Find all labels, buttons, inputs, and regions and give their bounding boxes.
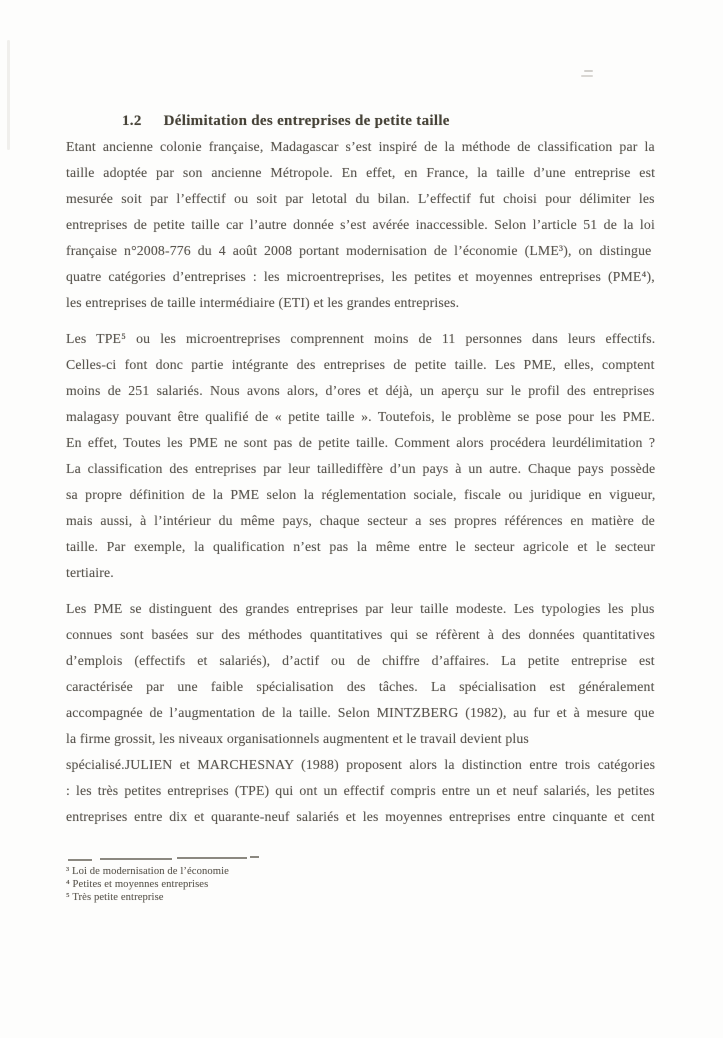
text-line-content: spécialisé.JULIEN et MARCHESNAY (1988) proposent alors la distinction entre trois catégories [66, 757, 656, 772]
paragraph [66, 134, 655, 316]
text-line [66, 804, 655, 830]
text-line-content: : les très petites entreprises (TPE) qui ont un effectif compris entre un et neuf salariés, les petites [66, 783, 655, 798]
text-line [66, 186, 655, 212]
text-line-content: moins de 251 salariés. Nous avons alors, d’ores et déjà, un aperçu sur le profil des entreprises [66, 383, 655, 398]
text-line [66, 352, 655, 378]
text-line [66, 378, 655, 404]
section-title: Délimitation des entreprises de petite taille [163, 113, 450, 129]
text-line-content: la firme grossit, les niveaux organisationnels augmentent et le travail devient plus [66, 731, 529, 746]
scan-smudge-artifact [581, 70, 595, 80]
text-line [66, 778, 655, 804]
text-line [66, 508, 655, 534]
text-line-content: taille adoptée par son ancienne Métropole. En effet, en France, la taille d’une entreprise est [66, 165, 656, 180]
text-line [66, 596, 655, 622]
body-text [66, 134, 655, 830]
footnote-line [66, 891, 486, 904]
text-line-content: ⁴ Petites et moyennes entreprises [66, 879, 209, 890]
text-line-content: Etant ancienne colonie française, Madagascar s’est inspiré de la méthode de classification par la [66, 139, 655, 154]
text-line-content: sa propre définition de la PME selon la réglementation sociale, fiscale ou juridique en vigueur, [66, 487, 656, 502]
text-line-content: quatre catégories d’entreprises : les microentreprises, les petites et moyennes entreprises (PME⁴), [66, 269, 655, 284]
text-line [66, 482, 655, 508]
text-line [66, 160, 655, 186]
text-line-content: En effet, Toutes les PME ne sont pas de petite taille. Comment alors procédera leurdélimitation ? [66, 435, 656, 450]
text-line-content: entreprises de petite taille car l’autre donnée s’est avérée inaccessible. Selon l’article 51 de la loi [66, 217, 655, 232]
footnotes [66, 849, 486, 904]
text-line [66, 674, 655, 700]
text-line [66, 264, 655, 290]
text-line [66, 326, 655, 352]
text-line-content: Celles-ci font donc partie intégrante des entreprises de petite taille. Les PME, elles, comptent [66, 357, 655, 372]
text-line [66, 212, 655, 238]
text-line-content: accompagnée de l’augmentation de la taille. Selon MINTZBERG (1982), au fur et à mesure que [66, 705, 655, 720]
section-number: 1.2 [122, 113, 142, 129]
text-line-content: La classification des entreprises par leur taillediffère d’un pays à un autre. Chaque pays possède [66, 461, 656, 476]
text-line [66, 622, 655, 648]
text-line [66, 534, 655, 560]
text-line [66, 752, 655, 778]
paragraph [66, 596, 655, 830]
text-line [66, 726, 655, 752]
text-line-content: tertiaire. [66, 565, 114, 580]
text-line [66, 430, 655, 456]
text-line-content: ³ Loi de modernisation de l’économie [66, 866, 229, 877]
text-line [66, 648, 655, 674]
text-line-content: d’emplois (effectifs et salariés), d’actif ou de chiffre d’affaires. La petite entreprise est [66, 653, 655, 668]
text-line [66, 700, 655, 726]
text-line-content: Les TPE⁵ ou les microentreprises comprennent moins de 11 personnes dans leurs effectifs. [66, 331, 656, 346]
text-line [66, 560, 655, 586]
text-line [66, 456, 655, 482]
footnote-line [66, 878, 486, 891]
footnote-line [66, 865, 486, 878]
scan-streak-artifact [7, 40, 10, 150]
text-line [66, 290, 655, 316]
text-line-content: française n°2008-776 du 4 août 2008 portant modernisation de l’économie (LME³), on distingue [66, 243, 652, 258]
text-line-content: caractérisée par une faible spécialisation des tâches. La spécialisation est généralement [66, 679, 655, 694]
text-line-content: entreprises entre dix et quarante-neuf salariés et les moyennes entreprises entre cinquante et cent [66, 809, 655, 824]
paragraph [66, 326, 655, 586]
text-line-content: malagasy pouvant être qualifié de « petite taille ». Toutefois, le problème se pose pour les PME. [66, 409, 655, 424]
text-line [66, 404, 655, 430]
text-line-content: mesurée soit par l’effectif ou soit par letotal du bilan. L’effectif fut choisi pour délimiter les [66, 191, 655, 206]
footnote-list [66, 849, 486, 904]
text-line-content: ⁵ Très petite entreprise [66, 892, 164, 903]
text-line-content: Les PME se distinguent des grandes entreprises par leur taille modeste. Les typologies les plus [66, 601, 655, 616]
text-line [66, 134, 655, 160]
text-line-content: connues sont basées sur des méthodes quantitatives qui se réfèrent à des données quantitatives [66, 627, 656, 642]
text-line-content: mais aussi, à l’intérieur du même pays, chaque secteur a ses propres références en matière de [66, 513, 655, 528]
section-heading [122, 111, 450, 131]
text-line-content: les entreprises de taille intermédiaire (ETI) et les grandes entreprises. [66, 295, 460, 310]
text-line [66, 238, 655, 264]
text-line-content: taille. Par exemple, la qualification n’est pas la même entre le secteur agricole et le secteur [66, 539, 656, 554]
